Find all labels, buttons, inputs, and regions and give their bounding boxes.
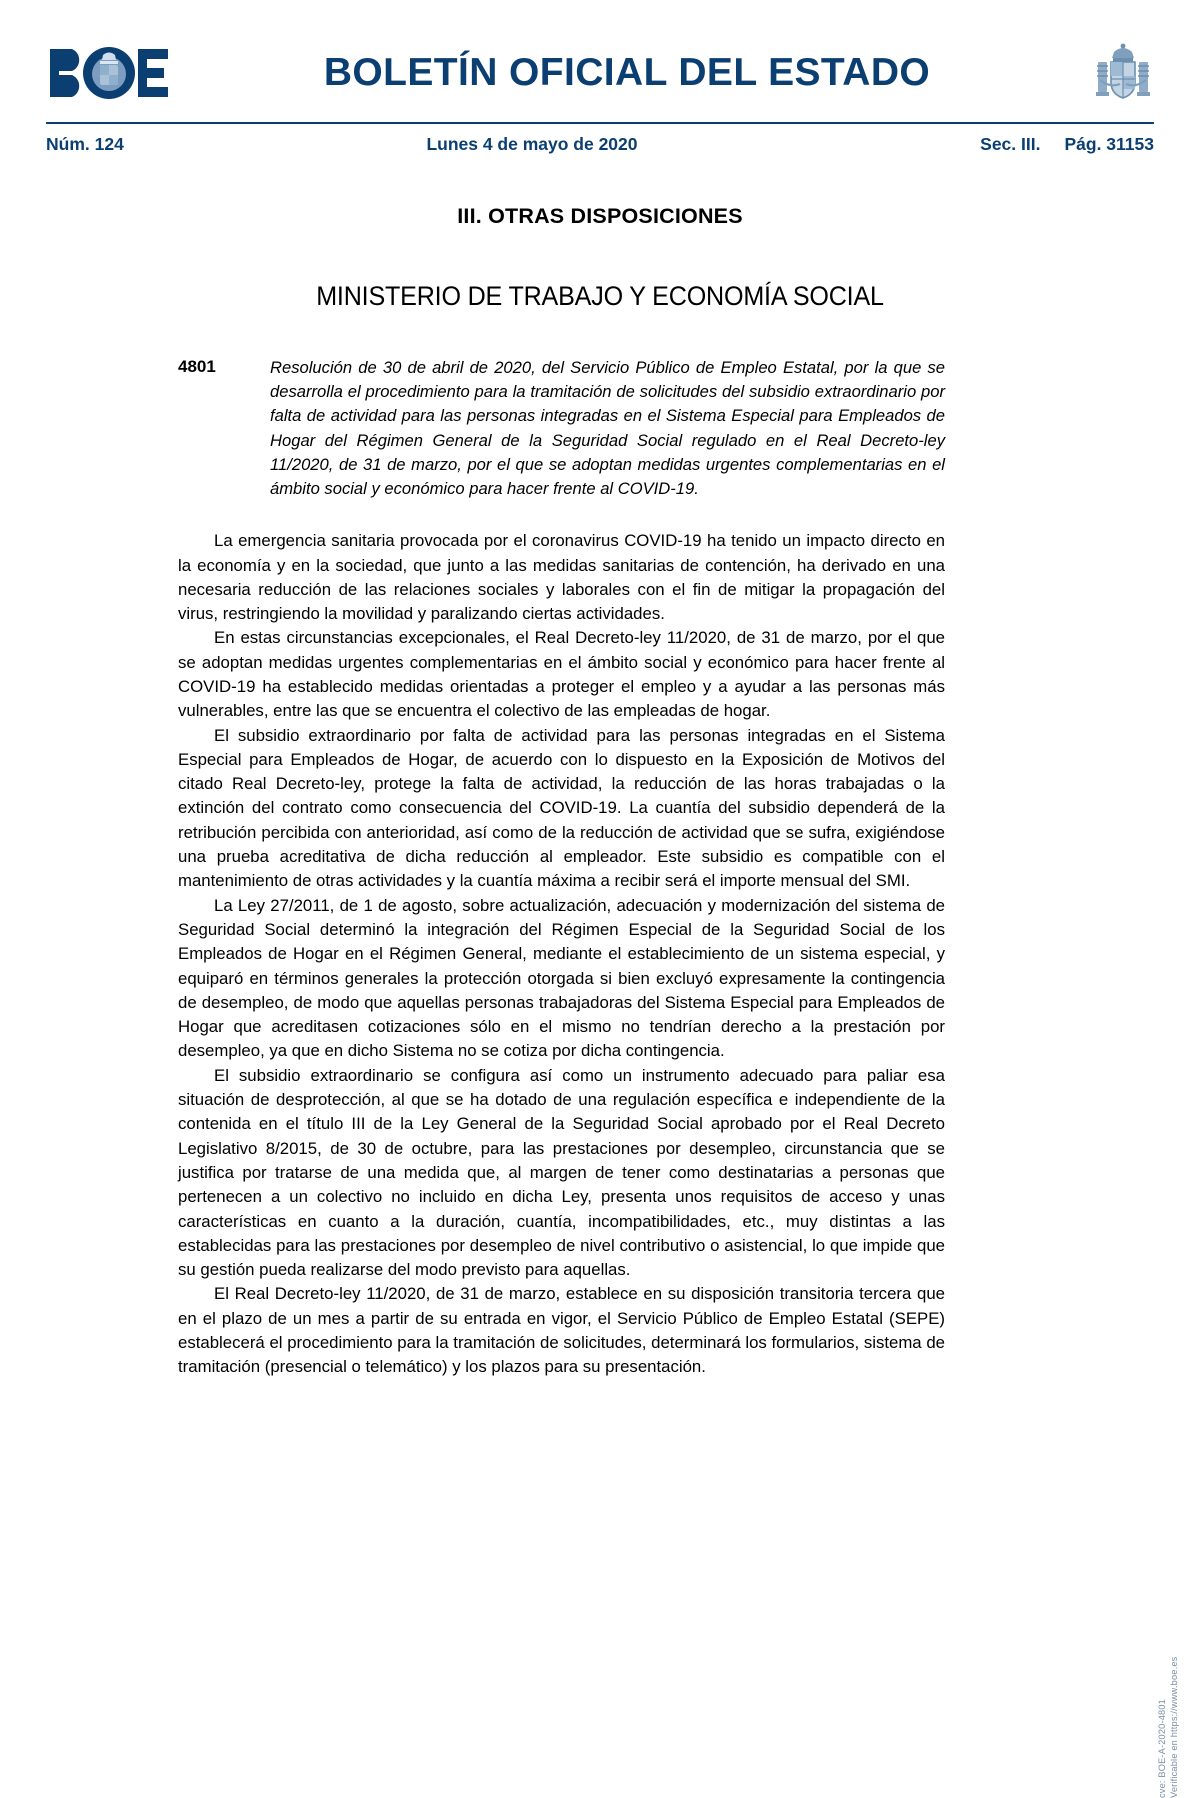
- paragraph: La emergencia sanitaria provocada por el coronavirus COVID-19 ha tenido un impacto directo en la economía y en la sociedad, que junto a las medidas sanitarias de contención, ha derivado en una necesaria reducción de las relaciones sociales y laborales con el fin de mitigar la propagación del virus, restringiendo la movilidad y paralizando ciertas actividades.: [178, 531, 945, 624]
- header-meta: [46, 134, 1154, 155]
- entry-summary: Resolución de 30 de abril de 2020, del Servicio Público de Empleo Estatal, por la que se desarrolla el procedimiento para la tramitación de solicitudes del subsidio extraordinario por falta de actividad para las personas integradas en el Sistema Especial para Empleados de Hogar del Régimen General de la Seguridad Social regulado en el Real Decreto-ley 11/2020, de 31 de marzo, por el que se adoptan medidas urgentes complementarias en el ámbito social y económico para hacer frente al COVID-19.: [270, 358, 945, 499]
- ministry-heading: MINISTERIO DE TRABAJO Y ECONOMÍA SOCIAL: [316, 281, 884, 311]
- verification-sidebar: [1156, 1498, 1180, 1798]
- entry-number: 4801: [178, 357, 216, 376]
- header-divider: [46, 122, 1154, 124]
- cve-code: cve: BOE-A-2020-4801: [1157, 1699, 1167, 1798]
- section-heading: III. OTRAS DISPOSICIONES: [457, 204, 743, 228]
- issue-number: Núm. 124: [46, 134, 124, 154]
- paragraph: La Ley 27/2011, de 1 de agosto, sobre actualización, adecuación y modernización del sistema de Seguridad Social determinó la integración del Régimen Especial de la Seguridad Social de los Empleados de Hogar en el Régimen General, mediante el establecimiento de un sistema especial, y equiparó en términos generales la protección otorgada si bien excluyó expresamente la contingencia de desempleo, de modo que aquellas personas trabajadoras del Sistema Especial para Empleados de Hogar que acreditasen cotizaciones sólo en el mismo no tendrían derecho a la prestación por desempleo, ya que en dicho Sistema no se cotiza por dicha contingencia.: [178, 895, 945, 1061]
- paragraph: El subsidio extraordinario por falta de actividad para las personas integradas en el Sistema Especial para Empleados de Hogar, de acuerdo con lo dispuesto en la Exposición de Motivos del citado Real Decreto-ley, protege la falta de actividad, la reducción de las horas trabajadas o la extinción del contrato como consecuencia del COVID-19. La cuantía del subsidio dependerá de la retribución percibida con anterioridad, así como de la reducción de actividad que se sufra, exigiéndose una prueba acreditativa de dicha reducción al empleador. Este subsidio es compatible con el mantenimiento de otras actividades y la cuantía máxima a recibir será el importe mensual del SMI.: [178, 725, 945, 891]
- publication-date: Lunes 4 de mayo de 2020: [426, 134, 638, 154]
- verification-url: Verificable en https://www.boe.es: [1169, 1656, 1179, 1798]
- page-label: Pág. 31153: [1064, 134, 1154, 154]
- section-label: Sec. III.: [980, 134, 1041, 154]
- paragraph: El subsidio extraordinario se configura así como un instrumento adecuado para paliar esa situación de desprotección, al que se ha dotado de una regulación específica e independiente de la contenida en el título III de la Ley General de la Seguridad Social aprobado por el Real Decreto Legislativo 8/2015, de 30 de octubre, para las prestaciones por desempleo, circunstancia que se justifica por tratarse de una medida que, al margen de tener como destinatarias a personas que pertenecen a un colectivo no incluido en dicha Ley, presenta unos requisitos de acceso y unas características en cuanto a la duración, cuantía, incompatibilidades, etc., muy distintas a las establecidas para las prestaciones por desempleo de nivel contributivo o asistencial, lo que impide que su gestión pueda realizarse del modo previsto para aquellas.: [178, 1065, 945, 1280]
- boe-logo: [48, 43, 170, 103]
- document-content: [0, 188, 1200, 1380]
- spain-coat-of-arms-icon: [1094, 40, 1152, 106]
- paragraph: El Real Decreto-ley 11/2020, de 31 de marzo, establece en su disposición transitoria tercera que en el plazo de un mes a partir de su entrada en vigor, el Servicio Público de Empleo Estatal (SEPE) establecerá el procedimiento para la tramitación de solicitudes, determinará los formularios, sistema de tramitación (presencial o telemático) y los plazos para su presentación.: [178, 1284, 945, 1377]
- masthead: [0, 0, 1200, 108]
- body-text: [0, 529, 1200, 1379]
- entry-block: [0, 356, 1200, 501]
- masthead-title: BOLETÍN OFICIAL DEL ESTADO: [323, 51, 931, 94]
- paragraph: En estas circunstancias excepcionales, el Real Decreto-ley 11/2020, de 31 de marzo, por el que se adoptan medidas urgentes complementarias en el ámbito social y económico para hacer frente al COVID-19 ha establecido medidas orientadas a proteger el empleo y a ayudar a las personas más vulnerables, entre las que se encuentra el colectivo de las empleadas de hogar.: [178, 628, 945, 721]
